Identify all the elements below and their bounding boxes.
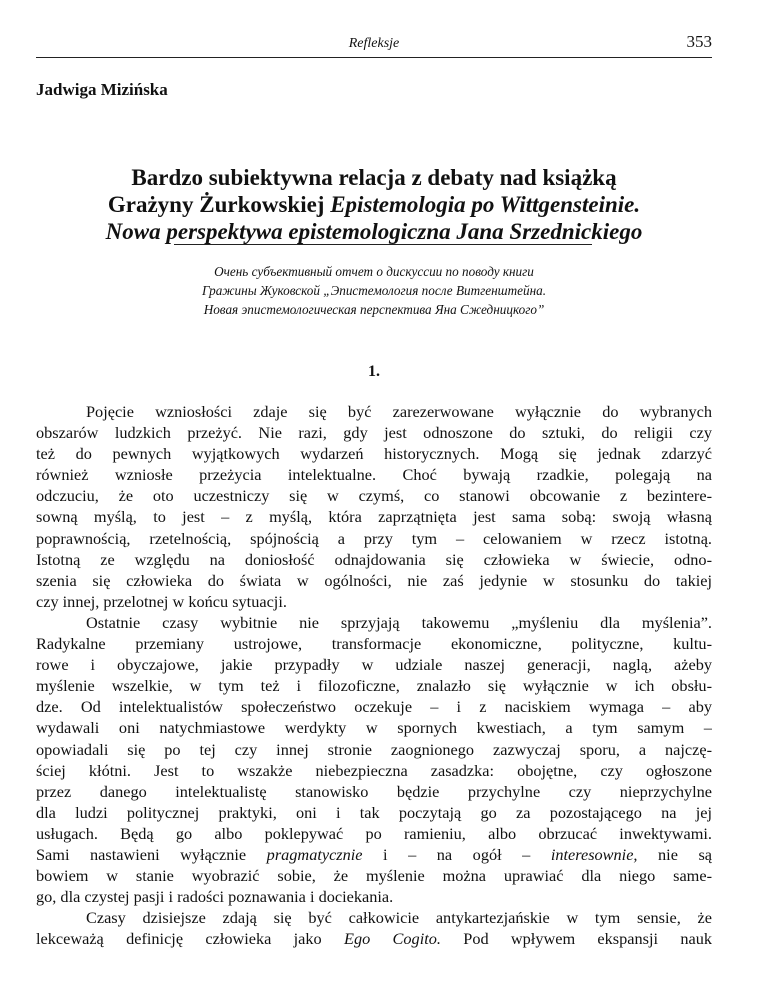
body-text: [36, 401, 712, 949]
body-line: Radykalne przemiany ustrojowe, transformacje ekonomiczne, polityczne, kultu-: [36, 634, 712, 654]
body-line: Czasy dzisiejsze zdają się być całkowicie antykartezjańskie w tym sensie, że: [86, 908, 712, 928]
title-line-3: Nowa perspektywa epistemologiczna Jana Srzednickiego: [105, 219, 643, 244]
body-line: usługach. Będą go albo poklepywać po ramieniu, albo obrzucać inwektywami.: [36, 823, 712, 843]
body-line: przez danego intelektualistę stanowisko będzie przychylne czy nieprzychylne: [36, 781, 712, 801]
body-line: szenia się człowieka do świata w ogólności, nie zaś jedynie w stosunku do takiej: [36, 570, 712, 590]
body-line: [36, 928, 712, 949]
header-rule: [36, 57, 712, 58]
body-line: czy innej, przelotnej w końcu sytuacji.: [36, 591, 287, 611]
body-line: też do pewnych wyjątkowych wydarzeń historycznych. Mogą się jednak zdarzyć: [36, 444, 712, 464]
body-line: również wzniosłe przeżycia intelektualne. Choć bywają rzadkie, polegają na: [36, 465, 712, 485]
title-line-2-book: Epistemologia po Wittgensteinie.: [330, 192, 641, 217]
page-number: 353: [686, 32, 712, 51]
running-title: Refleksje: [348, 36, 400, 51]
body-text-run: nie są: [637, 844, 712, 864]
author-name: Jadwiga Mizińska: [36, 80, 168, 99]
body-line: Ostatnie czasy wybitnie nie sprzyjają takowemu „myśleniu dla myślenia”.: [86, 612, 712, 632]
body-line: go, dla czystej pasji i radości poznawania i dociekania.: [36, 887, 394, 907]
body-line: odczuciu, że oto uczestniczy się w czymś, co stanowi obcowanie z bezintere-: [36, 486, 712, 506]
body-line: [36, 844, 712, 865]
body-line: opowiadali się po tej czy innej stronie zaognionego zazwyczaj sporu, a najczę-: [36, 739, 712, 759]
running-head: [36, 30, 712, 56]
body-text-run: lekceważą definicję człowieka jako: [36, 929, 345, 949]
title-rule: [174, 244, 592, 245]
body-line: dla ludzi politycznej praktyki, oni i tak poczytają go za pozostającego na jej: [36, 802, 712, 822]
body-line: poprawnością, rzetelnością, spójnością a przy tym – celowaniem w rzecz istotną.: [36, 528, 712, 548]
body-line: Pojęcie wzniosłości zdaje się być zarezerwowane wyłącznie do wybranych: [86, 402, 712, 421]
russian-title-line: Очень субъективный отчет о дискуссии по поводу книги: [214, 264, 534, 279]
body-line: obszarów ludzkich przeżyć. Nie razi, gdy jest odnoszone do sztuki, do religii czy: [36, 423, 712, 443]
body-text-run: Pod wpływem ekspansji nauk: [440, 929, 712, 949]
article-title: [36, 164, 712, 245]
body-text-run: i – na ogół –: [362, 844, 551, 864]
body-line: ściej kłótni. Jest to wszakże niebezpieczna zasadzka: obojętne, czy ogłoszone: [36, 760, 712, 780]
title-line-2-prefix: Grażyny Żurkowskiej: [107, 192, 331, 217]
body-line: Istotną ze względu na doniosłość odnajdowania się człowieka w świecie, odno-: [36, 549, 712, 569]
russian-title-line: Новая эпистемологическая перспектива Яна Сжедницкого”: [203, 302, 545, 317]
emphasis-interesownie: interesownie,: [550, 844, 638, 864]
title-line-2: [36, 191, 712, 218]
section-number: 1.: [368, 363, 380, 380]
body-line: wydawali oni natychmiastowe werdykty w spornych kwestiach, a tym samym –: [36, 718, 712, 738]
body-line: bowiem w stanie wyobrazić sobie, że myślenie można uprawiać dla niego same-: [36, 866, 712, 886]
body-text-run: Sami nastawieni wyłącznie: [36, 844, 267, 864]
body-line: dze. Od intelektualistów społeczeństwo oczekuje – i z naciskiem wymaga – aby: [36, 697, 712, 717]
emphasis-pragmatycznie: pragmatycznie: [266, 844, 363, 864]
russian-title-line: Гражины Жуковской „Эпистемология после Витгенштейна.: [201, 283, 547, 298]
russian-title: [36, 262, 712, 319]
body-line: myślenie wszelkie, w tym też i filozoficzne, znalazło się wyłącznie w ich obsłu-: [36, 676, 712, 696]
title-line-1: Bardzo subiektywna relacja z debaty nad książką: [131, 165, 617, 190]
body-line: rowe i obyczajowe, jakie przypadły w udziale naszej generacji, naglą, ażeby: [36, 655, 712, 675]
emphasis-ego-cogito: Ego Cogito.: [344, 929, 441, 949]
body-line: sowną myślą, to jest – z myślą, która zaprzątnięta jest sama sobą: swoją własną: [36, 507, 712, 527]
